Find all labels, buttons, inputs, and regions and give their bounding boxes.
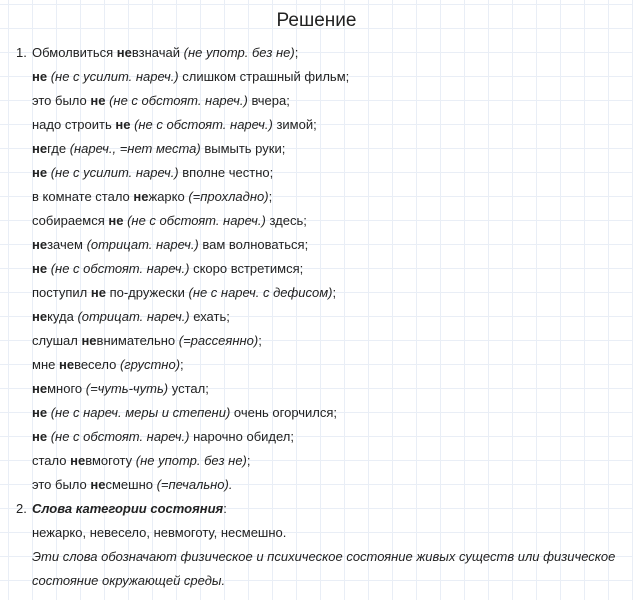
line-tail: очень огорчился; [230, 405, 338, 420]
line-tail: слишком страшный фильм; [178, 69, 350, 84]
line-ne: не [32, 381, 48, 396]
line-pre: это было [32, 93, 91, 108]
item-2-words: нежарко, невесело, невмоготу, несмешно. [32, 525, 287, 540]
item-1-line [32, 308, 230, 326]
line-pre: мне [32, 357, 59, 372]
line-ne: не [58, 357, 75, 372]
line-ne: не [32, 429, 48, 444]
line-tail: здесь; [265, 213, 307, 228]
line-tail: устал; [168, 381, 209, 396]
item-1-number: 1. [16, 45, 27, 60]
line-ne: не [90, 285, 106, 300]
line-post: по-дружески [105, 285, 189, 300]
line-tail: зимой; [272, 117, 317, 132]
line-note: (не с нареч. меры и степени) [50, 405, 231, 420]
line-ne: не [108, 213, 124, 228]
line-tail: ; [294, 45, 299, 60]
item-1-line [32, 356, 184, 374]
line-pre: стало [32, 453, 71, 468]
item-1-line [32, 260, 303, 278]
line-ne: не [32, 405, 48, 420]
item-1-line [32, 116, 317, 134]
line-note: (не с обстоят. нареч.) [50, 261, 190, 276]
line-ne: не [32, 261, 48, 276]
line-tail: ехать; [189, 309, 230, 324]
line-tail: вам волноваться; [198, 237, 309, 252]
line-pre: слушал [32, 333, 82, 348]
line-pre: это было [32, 477, 91, 492]
line-ne: не [32, 165, 48, 180]
page-title: Решение [276, 10, 357, 31]
line-post: куда [47, 309, 78, 324]
line-note: (нареч., =нет места) [69, 141, 201, 156]
line-post: внимательно [96, 333, 179, 348]
line-ne: не [32, 237, 48, 252]
line-note: (=рассеянно) [178, 333, 259, 348]
item-1-line [32, 140, 285, 158]
line-note: (не употр. без не) [183, 45, 295, 60]
line-note: (отрицат. нареч.) [86, 237, 199, 252]
line-ne: не [81, 333, 97, 348]
line-ne: не [90, 477, 106, 492]
line-ne: не [90, 93, 106, 108]
item-1-line [32, 188, 272, 206]
item-1-line [32, 428, 294, 446]
item-1-line [32, 92, 290, 110]
line-note: (отрицат. нареч.) [77, 309, 190, 324]
line-tail: нарочно обидел; [189, 429, 294, 444]
line-note: (не с обстоят. нареч.) [109, 93, 248, 108]
line-tail: ; [332, 285, 337, 300]
line-note: (не с усилит. нареч.) [50, 69, 179, 84]
item-2-heading-line [32, 500, 227, 518]
line-tail: ; [258, 333, 262, 348]
item-1-line [32, 212, 307, 230]
line-post: жарко [148, 189, 189, 204]
item-1-line [32, 164, 273, 182]
line-tail: скоро встретимся; [189, 261, 304, 276]
line-tail: ; [246, 453, 251, 468]
line-post: взначай [131, 45, 184, 60]
item-1-line [32, 236, 308, 254]
line-note: (не с нареч. с дефисом) [188, 285, 333, 300]
line-pre: в комнате стало [32, 189, 134, 204]
line-ne: не [32, 141, 48, 156]
line-tail: ; [180, 357, 184, 372]
item-1-line [32, 332, 262, 350]
line-post: смешно [105, 477, 157, 492]
item-1-line [32, 476, 232, 494]
line-note: (=прохладно) [188, 189, 269, 204]
line-ne: не [32, 69, 48, 84]
line-ne: не [133, 189, 149, 204]
item-1-line [32, 380, 209, 398]
line-post: много [47, 381, 86, 396]
item-2-number: 2. [16, 501, 27, 516]
item-2-explanation-2: состояние окружающей среды. [32, 573, 226, 588]
line-note: (не с обстоят. нареч.) [50, 429, 190, 444]
line-pre: собираемся [32, 213, 109, 228]
line-post: зачем [47, 237, 87, 252]
line-note: (=чуть-чуть) [85, 381, 169, 396]
line-note: (не употр. без не) [135, 453, 247, 468]
item-1-line [32, 404, 337, 422]
item-1-line [32, 68, 349, 86]
line-pre: надо строить [32, 117, 116, 132]
line-post: где [47, 141, 70, 156]
line-tail: вымыть руки; [200, 141, 286, 156]
line-note: (не с обстоят. нареч.) [127, 213, 266, 228]
line-tail: вчера; [247, 93, 290, 108]
item-2-explanation-1: Эти слова обозначают физическое и психическое состояние живых существ или физическое [32, 549, 616, 564]
line-note: (грустно) [119, 357, 181, 372]
line-ne: не [32, 309, 48, 324]
line-note: (не с усилит. нареч.) [50, 165, 179, 180]
item-2-heading-tail: : [223, 501, 227, 516]
line-tail: ; [268, 189, 273, 204]
line-post: вмоготу [85, 453, 136, 468]
line-ne: не [70, 453, 86, 468]
line-pre: поступил [32, 285, 91, 300]
item-2-heading: Слова категории состояния [32, 501, 224, 516]
line-tail: вполне честно; [178, 165, 274, 180]
item-1-line [32, 44, 298, 62]
line-ne: не [115, 117, 131, 132]
line-ne: не [116, 45, 132, 60]
item-1-line [32, 452, 251, 470]
line-note: (=печально). [156, 477, 233, 492]
line-note: (не с обстоят. нареч.) [134, 117, 273, 132]
item-1-line [32, 284, 336, 302]
line-post: весело [74, 357, 120, 372]
line-pre: Обмолвиться [32, 45, 117, 60]
